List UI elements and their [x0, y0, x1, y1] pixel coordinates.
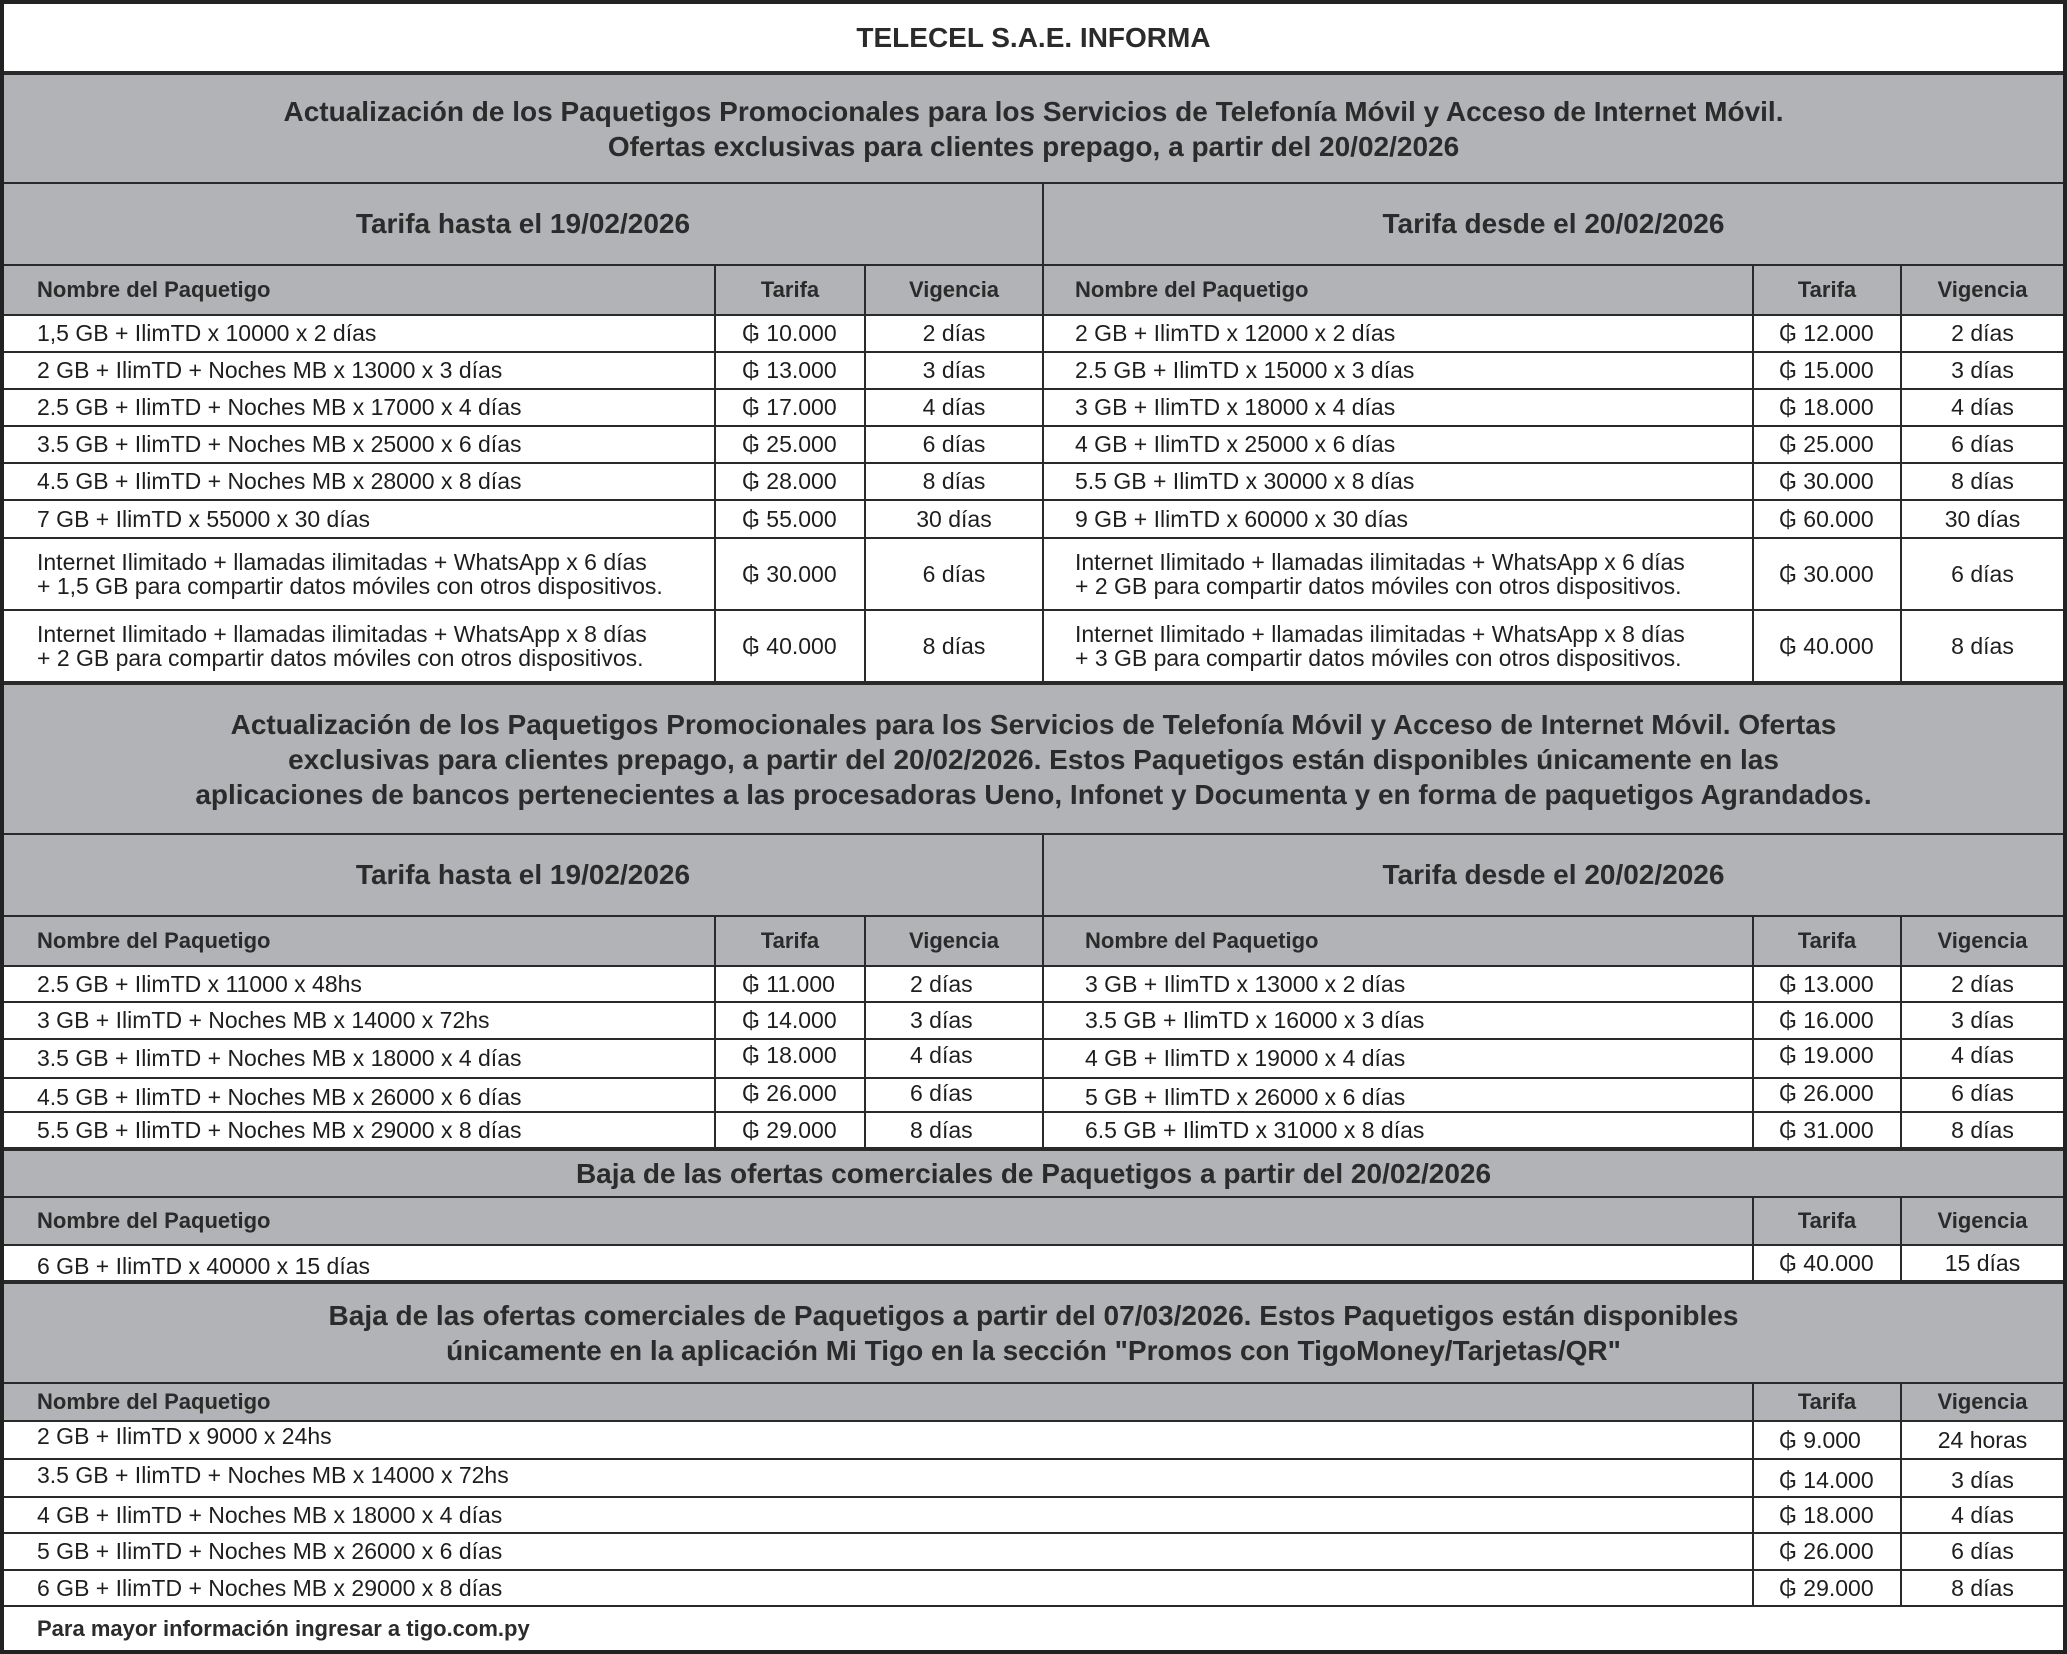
package-validity: 4 días — [1951, 1501, 2014, 1528]
right-package-rate: ₲ 16.000 — [1779, 1007, 1874, 1033]
section1-right-col-name: Nombre del Paquetigo — [1075, 277, 1309, 302]
left-package-validity: 3 días — [922, 357, 986, 383]
package-validity: 15 días — [1944, 1249, 2021, 1276]
right-package-rate: ₲ 30.000 — [1779, 468, 1874, 494]
section1-left-col-validity: Vigencia — [908, 277, 1000, 302]
left-package-name-line2: + 2 GB para compartir datos móviles con otros dispositivos. — [37, 645, 644, 671]
left-package-rate: ₲ 26.000 — [742, 1079, 837, 1106]
left-package-name: 7 GB + IlimTD x 55000 x 30 días — [37, 505, 371, 532]
package-validity: 6 días — [1951, 1538, 2014, 1564]
left-package-name: 1,5 GB + IlimTD x 10000 x 2 días — [37, 320, 377, 346]
right-package-rate: ₲ 12.000 — [1779, 320, 1874, 346]
left-package-validity: 6 días — [910, 1079, 973, 1106]
left-package-validity: 2 días — [910, 970, 973, 997]
left-package-name: 4.5 GB + IlimTD + Noches MB x 28000 x 8 días — [37, 468, 522, 494]
package-name: 5 GB + IlimTD + Noches MB x 26000 x 6 días — [37, 1538, 503, 1564]
section1-left-col-name: Nombre del Paquetigo — [37, 277, 271, 302]
section3-heading: Baja de las ofertas comerciales de Paquetigos a partir del 20/02/2026 — [4, 1151, 2063, 1196]
section1-right-col-rate: Tarifa — [1797, 277, 1857, 302]
left-package-rate: ₲ 40.000 — [742, 632, 837, 659]
section4-col-validity: Vigencia — [1937, 1389, 2028, 1414]
left-package-name: 2.5 GB + IlimTD + Noches MB x 17000 x 4 días — [37, 394, 522, 420]
right-package-rate: ₲ 18.000 — [1779, 394, 1874, 420]
left-package-name-line1: Internet Ilimitado + llamadas ilimitadas + WhatsApp x 8 días — [37, 621, 647, 647]
right-package-name: 5.5 GB + IlimTD x 30000 x 8 días — [1075, 468, 1415, 494]
section4-col-name: Nombre del Paquetigo — [37, 1389, 271, 1414]
section2-heading — [4, 685, 2063, 833]
right-package-name: 5 GB + IlimTD x 26000 x 6 días — [1085, 1083, 1406, 1110]
left-package-rate: ₲ 30.000 — [742, 560, 837, 587]
right-package-name: 6.5 GB + IlimTD x 31000 x 8 días — [1085, 1116, 1425, 1143]
left-package-validity: 30 días — [916, 505, 992, 532]
right-package-name — [1075, 539, 1745, 609]
section2-heading-line3: aplicaciones de bancos pertenecientes a las procesadoras Ueno, Infonet y Documenta y en forma de paquetigos Agrandados. — [195, 778, 1872, 810]
right-package-name: 4 GB + IlimTD x 19000 x 4 días — [1085, 1045, 1406, 1071]
section3-col-validity: Vigencia — [1937, 1208, 2028, 1233]
left-package-name: 5.5 GB + IlimTD + Noches MB x 29000 x 8 días — [37, 1116, 522, 1143]
left-package-name: 3.5 GB + IlimTD + Noches MB x 18000 x 4 días — [37, 1045, 522, 1071]
section1-heading — [4, 75, 2063, 182]
page-title: TELECEL S.A.E. INFORMA — [856, 22, 1211, 53]
left-package-rate: ₲ 13.000 — [742, 357, 837, 383]
package-rate: ₲ 40.000 — [1779, 1249, 1874, 1276]
right-package-validity: 3 días — [1951, 1007, 2014, 1033]
package-name: 2 GB + IlimTD x 9000 x 24hs — [37, 1422, 332, 1449]
left-package-rate: ₲ 55.000 — [742, 505, 837, 532]
right-package-validity: 4 días — [1951, 1041, 2014, 1068]
right-package-rate: ₲ 13.000 — [1779, 970, 1874, 997]
right-package-rate: ₲ 31.000 — [1779, 1116, 1874, 1143]
section2-left-col-validity: Vigencia — [908, 928, 1000, 953]
left-package-name-line1: Internet Ilimitado + llamadas ilimitadas + WhatsApp x 6 días — [37, 549, 647, 575]
left-package-name-line2: + 1,5 GB para compartir datos móviles con otros dispositivos. — [37, 573, 663, 599]
section3-col-name: Nombre del Paquetigo — [37, 1208, 271, 1233]
section2-heading-line1: Actualización de los Paquetigos Promocionales para los Servicios de Telefonía Móvil y Acceso de Internet Móvil. Ofertas — [230, 708, 1837, 740]
package-validity: 24 horas — [1937, 1426, 2028, 1453]
package-rate: ₲ 26.000 — [1779, 1538, 1874, 1564]
right-package-rate: ₲ 30.000 — [1779, 560, 1874, 587]
section2-left-title: Tarifa hasta el 19/02/2026 — [355, 859, 691, 890]
section1-right-col-validity: Vigencia — [1937, 277, 2028, 302]
section1-heading-line2: Ofertas exclusivas para clientes prepago, a partir del 20/02/2026 — [607, 130, 1460, 162]
section2-right-title: Tarifa desde el 20/02/2026 — [1382, 859, 1725, 890]
left-package-validity: 8 días — [922, 468, 986, 494]
right-package-validity: 6 días — [1951, 431, 2014, 457]
left-package-name: 2.5 GB + IlimTD x 11000 x 48hs — [37, 970, 362, 997]
right-package-name: 3 GB + IlimTD x 13000 x 2 días — [1085, 970, 1406, 997]
right-package-rate: ₲ 60.000 — [1779, 505, 1874, 532]
section2-left-col-rate: Tarifa — [760, 928, 820, 953]
package-name: 6 GB + IlimTD + Noches MB x 29000 x 8 días — [37, 1574, 503, 1601]
left-package-name — [37, 539, 707, 609]
right-package-rate: ₲ 15.000 — [1779, 357, 1874, 383]
section2-left-col-name: Nombre del Paquetigo — [37, 928, 271, 953]
left-package-validity: 8 días — [910, 1116, 973, 1143]
right-package-validity: 4 días — [1951, 394, 2014, 420]
right-package-name — [1075, 611, 1745, 681]
left-package-rate: ₲ 14.000 — [742, 1007, 837, 1033]
left-package-name: 2 GB + IlimTD + Noches MB x 13000 x 3 días — [37, 357, 503, 383]
section2-right-col-name: Nombre del Paquetigo — [1085, 928, 1319, 953]
section4-heading — [4, 1284, 2063, 1382]
right-package-validity: 6 días — [1951, 560, 2014, 587]
left-package-rate: ₲ 10.000 — [742, 320, 837, 346]
section1-heading-line1: Actualización de los Paquetigos Promocionales para los Servicios de Telefonía Móvil y Acceso de Internet Móvil. — [283, 95, 1784, 127]
left-package-validity: 3 días — [910, 1007, 973, 1033]
right-package-name: 3.5 GB + IlimTD x 16000 x 3 días — [1085, 1007, 1425, 1033]
right-package-validity: 2 días — [1951, 320, 2014, 346]
section4-col-rate: Tarifa — [1797, 1389, 1857, 1414]
left-package-name: 3.5 GB + IlimTD + Noches MB x 25000 x 6 días — [37, 431, 522, 457]
right-package-validity: 2 días — [1951, 970, 2014, 997]
left-package-name — [37, 611, 707, 681]
right-package-name: 2.5 GB + IlimTD x 15000 x 3 días — [1075, 357, 1415, 383]
package-name: 4 GB + IlimTD + Noches MB x 18000 x 4 días — [37, 1501, 503, 1528]
package-validity: 3 días — [1951, 1466, 2014, 1493]
right-package-name-line2: + 3 GB para compartir datos móviles con otros dispositivos. — [1075, 645, 1682, 671]
right-package-rate: ₲ 25.000 — [1779, 431, 1874, 457]
section3-col-rate: Tarifa — [1797, 1208, 1857, 1233]
section2-heading-line2: exclusivas para clientes prepago, a partir del 20/02/2026. Estos Paquetigos están disponibles únicamente en las — [288, 743, 1779, 775]
right-package-name-line1: Internet Ilimitado + llamadas ilimitadas + WhatsApp x 6 días — [1075, 549, 1685, 575]
section1-left-col-rate: Tarifa — [760, 277, 820, 302]
package-name: 6 GB + IlimTD x 40000 x 15 días — [37, 1252, 371, 1279]
right-package-rate: ₲ 26.000 — [1779, 1079, 1874, 1106]
left-package-rate: ₲ 25.000 — [742, 431, 837, 457]
left-package-rate: ₲ 28.000 — [742, 468, 837, 494]
right-package-validity: 6 días — [1951, 1079, 2014, 1106]
package-rate: ₲ 18.000 — [1779, 1501, 1874, 1528]
left-package-validity: 4 días — [922, 394, 986, 420]
right-package-validity: 30 días — [1944, 505, 2021, 532]
left-package-rate: ₲ 29.000 — [742, 1116, 837, 1143]
section1-left-title: Tarifa hasta el 19/02/2026 — [355, 208, 691, 239]
right-package-name: 4 GB + IlimTD x 25000 x 6 días — [1075, 431, 1396, 457]
package-name: 3.5 GB + IlimTD + Noches MB x 14000 x 72hs — [37, 1461, 509, 1488]
right-package-name: 9 GB + IlimTD x 60000 x 30 días — [1075, 505, 1409, 532]
package-rate: ₲ 14.000 — [1779, 1466, 1874, 1493]
section2-right-col-validity: Vigencia — [1937, 928, 2028, 953]
right-package-validity: 3 días — [1951, 357, 2014, 383]
section1-right-title: Tarifa desde el 20/02/2026 — [1382, 208, 1725, 239]
right-package-name-line1: Internet Ilimitado + llamadas ilimitadas + WhatsApp x 8 días — [1075, 621, 1685, 647]
package-validity: 8 días — [1951, 1574, 2014, 1601]
left-package-validity: 2 días — [922, 320, 986, 346]
package-rate: ₲ 29.000 — [1779, 1574, 1874, 1601]
right-package-rate: ₲ 19.000 — [1779, 1041, 1874, 1068]
left-package-validity: 8 días — [922, 632, 986, 659]
left-package-validity: 6 días — [922, 560, 986, 587]
left-package-validity: 6 días — [922, 431, 986, 457]
left-package-rate: ₲ 11.000 — [742, 970, 835, 997]
right-package-rate: ₲ 40.000 — [1779, 632, 1874, 659]
left-package-rate: ₲ 18.000 — [742, 1041, 837, 1068]
section4-heading-line1: Baja de las ofertas comerciales de Paquetigos a partir del 07/03/2026. Estos Paquetigos están disponibles — [328, 1300, 1739, 1331]
footer-note: Para mayor información ingresar a tigo.com.py — [37, 1615, 530, 1641]
package-rate: ₲ 9.000 — [1779, 1426, 1861, 1453]
left-package-rate: ₲ 17.000 — [742, 394, 837, 420]
right-package-name: 3 GB + IlimTD x 18000 x 4 días — [1075, 394, 1396, 420]
section2-right-col-rate: Tarifa — [1797, 928, 1857, 953]
left-package-validity: 4 días — [910, 1041, 973, 1068]
right-package-name: 2 GB + IlimTD x 12000 x 2 días — [1075, 320, 1396, 346]
right-package-validity: 8 días — [1951, 1116, 2014, 1143]
right-package-validity: 8 días — [1951, 632, 2014, 659]
left-package-name: 3 GB + IlimTD + Noches MB x 14000 x 72hs — [37, 1007, 490, 1033]
section4-heading-line2: únicamente en la aplicación Mi Tigo en la sección "Promos con TigoMoney/Tarjetas/QR" — [446, 1335, 1621, 1366]
left-package-name: 4.5 GB + IlimTD + Noches MB x 26000 x 6 días — [37, 1083, 522, 1110]
right-package-validity: 8 días — [1951, 468, 2014, 494]
right-package-name-line2: + 2 GB para compartir datos móviles con otros dispositivos. — [1075, 573, 1682, 599]
